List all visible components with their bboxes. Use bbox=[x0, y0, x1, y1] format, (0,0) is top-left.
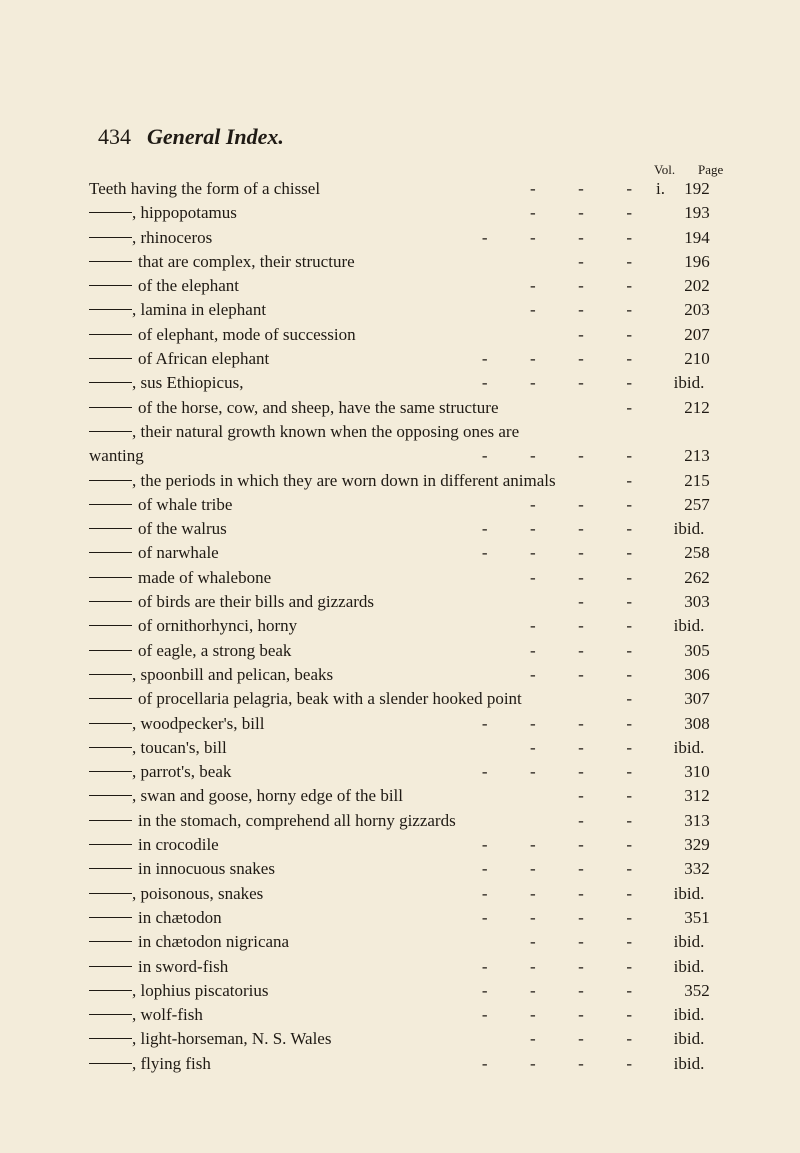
entry-label: of whale tribe bbox=[138, 494, 233, 514]
ditto-dash bbox=[89, 844, 132, 845]
leader-dashes: - - - - bbox=[481, 227, 632, 247]
entry-text bbox=[89, 761, 231, 783]
ditto-dash bbox=[89, 941, 132, 942]
entry-text bbox=[89, 615, 297, 637]
page-reference: 196 bbox=[684, 251, 710, 271]
ditto-dash bbox=[89, 723, 132, 724]
entry-label: made of whalebone bbox=[138, 567, 272, 587]
leader-dashes: - - - - bbox=[481, 883, 632, 903]
index-entry bbox=[0, 251, 800, 275]
entry-text bbox=[89, 299, 266, 321]
ditto-dash bbox=[89, 552, 132, 553]
entry-label: in sword-fish bbox=[138, 956, 229, 976]
leader-dashes: - - - bbox=[530, 932, 632, 952]
leader-dashes: - - bbox=[578, 251, 632, 271]
ditto-dash bbox=[89, 358, 132, 359]
index-entry bbox=[0, 227, 800, 251]
page-column-label: Page bbox=[698, 162, 724, 177]
page-reference: ibid. bbox=[673, 883, 705, 903]
page-reference: ibid. bbox=[673, 932, 705, 952]
ditto-dash bbox=[89, 795, 132, 796]
leader-dashes: - - - - bbox=[481, 835, 632, 855]
entry-text bbox=[89, 567, 271, 589]
leader-dashes: - - - - bbox=[481, 859, 632, 879]
entry-text bbox=[89, 372, 243, 394]
leader-dashes: - bbox=[626, 470, 632, 490]
entry-label: of ornithorhynci, horny bbox=[138, 616, 298, 636]
entry-label: , the periods in which they are worn down in different animals bbox=[132, 470, 556, 490]
vol-column-label: Vol. bbox=[654, 162, 676, 177]
page-reference: 306 bbox=[684, 664, 710, 684]
ditto-dash bbox=[89, 480, 132, 481]
entry-label: in chætodon nigricana bbox=[138, 932, 290, 952]
running-title: General Index. bbox=[147, 124, 284, 149]
entry-text bbox=[89, 178, 320, 200]
entry-label: of the walrus bbox=[138, 519, 227, 539]
page-reference: 303 bbox=[684, 592, 710, 612]
page-reference: 258 bbox=[684, 543, 710, 563]
page-reference: ibid. bbox=[673, 1005, 705, 1025]
index-entry bbox=[0, 713, 800, 737]
index-entry bbox=[0, 785, 800, 809]
index-entry bbox=[0, 299, 800, 323]
ditto-dash bbox=[89, 382, 132, 383]
index-entry bbox=[0, 202, 800, 226]
leader-dashes: - - - bbox=[530, 203, 632, 223]
ditto-dash bbox=[89, 431, 132, 432]
entry-text bbox=[89, 494, 232, 516]
entry-label: in innocuous snakes bbox=[138, 859, 275, 879]
index-entry bbox=[0, 956, 800, 980]
leader-dashes: - - - bbox=[530, 737, 632, 757]
entry-text bbox=[89, 542, 219, 564]
page-reference: 207 bbox=[684, 324, 710, 344]
index-entry bbox=[0, 445, 800, 469]
leader-dashes: - - - - bbox=[481, 1005, 632, 1025]
entry-label: , parrot's, beak bbox=[132, 762, 232, 782]
index-entry bbox=[0, 615, 800, 639]
index-entry bbox=[0, 178, 800, 202]
entry-text bbox=[89, 324, 356, 346]
index-entry bbox=[0, 397, 800, 421]
leader-dashes: - - - - bbox=[481, 907, 632, 927]
ditto-dash bbox=[89, 1063, 132, 1064]
index-entry bbox=[0, 372, 800, 396]
entry-label: of procellaria pelagria, beak with a slender hooked point bbox=[138, 689, 522, 709]
page-reference: 193 bbox=[684, 203, 710, 223]
entry-text bbox=[89, 664, 333, 686]
entry-label: of elephant, mode of succession bbox=[138, 324, 356, 344]
entry-label: , sus Ethiopicus, bbox=[132, 373, 244, 393]
leader-dashes: - - - bbox=[530, 300, 632, 320]
page-reference: 313 bbox=[684, 810, 710, 830]
index-entry bbox=[0, 688, 800, 712]
leader-dashes: - - - bbox=[530, 1029, 632, 1049]
leader-dashes: - - - - bbox=[481, 956, 632, 976]
ditto-dash bbox=[89, 261, 132, 262]
entry-label: , hippopotamus bbox=[132, 203, 237, 223]
leader-dashes: - - - bbox=[530, 276, 632, 296]
page-reference: ibid. bbox=[673, 373, 705, 393]
entry-label: of narwhale bbox=[138, 543, 219, 563]
leader-dashes: - - - - bbox=[481, 1053, 632, 1073]
page-reference: 202 bbox=[684, 276, 710, 296]
entry-label: , wolf-fish bbox=[132, 1005, 203, 1025]
ditto-dash bbox=[89, 868, 132, 869]
page-reference: 203 bbox=[684, 300, 710, 320]
entry-text bbox=[89, 640, 291, 662]
entry-label: wanting bbox=[89, 446, 144, 466]
leader-dashes: - - - bbox=[530, 179, 632, 198]
entry-text bbox=[89, 883, 263, 905]
page-reference: 257 bbox=[684, 494, 710, 514]
ditto-dash bbox=[89, 309, 132, 310]
index-entry bbox=[0, 494, 800, 518]
leader-dashes: - - - bbox=[530, 640, 632, 660]
leader-dashes: - - - - bbox=[481, 519, 632, 539]
ditto-dash bbox=[89, 625, 132, 626]
page-reference: ibid. bbox=[673, 616, 705, 636]
index-entry bbox=[0, 518, 800, 542]
entry-text bbox=[89, 591, 374, 613]
page-reference: ibid. bbox=[673, 1053, 705, 1073]
entry-text bbox=[89, 1004, 203, 1026]
leader-dashes: - - bbox=[578, 324, 632, 344]
index-entry bbox=[0, 640, 800, 664]
entry-text bbox=[89, 275, 239, 297]
leader-dashes: - - - - bbox=[481, 373, 632, 393]
entry-label: in chætodon bbox=[138, 907, 222, 927]
leader-dashes: - - - - bbox=[481, 713, 632, 733]
entry-label: , flying fish bbox=[132, 1053, 211, 1073]
entry-text bbox=[89, 956, 228, 978]
entry-label: in crocodile bbox=[138, 835, 219, 855]
ditto-dash bbox=[89, 917, 132, 918]
entry-label: Teeth having the form of a chissel bbox=[89, 179, 321, 198]
ditto-dash bbox=[89, 577, 132, 578]
leader-dashes: - - - bbox=[530, 664, 632, 684]
index-entry bbox=[0, 470, 800, 494]
entry-text bbox=[89, 737, 227, 759]
index-entry bbox=[0, 421, 800, 445]
leader-dashes: - - - - bbox=[481, 543, 632, 563]
entry-text bbox=[89, 445, 144, 467]
entry-text bbox=[89, 858, 275, 880]
ditto-dash bbox=[89, 407, 132, 408]
entry-text bbox=[89, 688, 522, 710]
entry-text bbox=[89, 1053, 211, 1075]
volume-number: i. bbox=[656, 179, 665, 198]
entry-label: , light-horseman, N. S. Wales bbox=[132, 1029, 332, 1049]
ditto-dash bbox=[89, 601, 132, 602]
entry-label: , rhinoceros bbox=[132, 227, 213, 247]
entry-text bbox=[89, 713, 264, 735]
entry-label: , toucan's, bill bbox=[132, 737, 227, 757]
leader-dashes: - - bbox=[578, 592, 632, 612]
entry-text bbox=[89, 348, 269, 370]
page-reference: 308 bbox=[684, 713, 710, 733]
index-entry bbox=[0, 1004, 800, 1028]
index-entry bbox=[0, 567, 800, 591]
index-entry bbox=[0, 810, 800, 834]
entry-label: of the horse, cow, and sheep, have the same structure bbox=[138, 397, 499, 417]
index-entry bbox=[0, 931, 800, 955]
entry-label: , their natural growth known when the opposing ones are bbox=[132, 421, 520, 441]
leader-dashes: - - bbox=[578, 786, 632, 806]
index-entry bbox=[0, 761, 800, 785]
ditto-dash bbox=[89, 237, 132, 238]
entry-label: of birds are their bills and gizzards bbox=[138, 592, 375, 612]
page-reference: 352 bbox=[684, 980, 710, 1000]
index-entry bbox=[0, 664, 800, 688]
ditto-dash bbox=[89, 528, 132, 529]
entry-label: , spoonbill and pelican, beaks bbox=[132, 664, 334, 684]
ditto-dash bbox=[89, 1038, 132, 1039]
ditto-dash bbox=[89, 698, 132, 699]
ditto-dash bbox=[89, 1014, 132, 1015]
index-entry bbox=[0, 737, 800, 761]
ditto-dash bbox=[89, 771, 132, 772]
ditto-dash bbox=[89, 990, 132, 991]
page-reference: ibid. bbox=[673, 737, 705, 757]
leader-dashes: - - - bbox=[530, 567, 632, 587]
index-entry bbox=[0, 348, 800, 372]
index-entry bbox=[0, 858, 800, 882]
page-reference: 305 bbox=[684, 640, 710, 660]
index-entry bbox=[0, 980, 800, 1004]
entry-label: that are complex, their structure bbox=[138, 251, 355, 271]
entry-label: of eagle, a strong beak bbox=[138, 640, 292, 660]
page-header bbox=[0, 124, 800, 164]
page-reference: 194 bbox=[684, 227, 710, 247]
entry-label: , swan and goose, horny edge of the bill bbox=[132, 786, 403, 806]
entry-text bbox=[89, 785, 403, 807]
leader-dashes: - - - - bbox=[481, 349, 632, 369]
index-entry bbox=[0, 834, 800, 858]
ditto-dash bbox=[89, 285, 132, 286]
page-reference: ibid. bbox=[673, 1029, 705, 1049]
entry-text bbox=[89, 810, 456, 832]
ditto-dash bbox=[89, 674, 132, 675]
ditto-dash bbox=[89, 820, 132, 821]
page-reference: 215 bbox=[684, 470, 710, 490]
leader-dashes: - - - - bbox=[481, 980, 632, 1000]
entry-text bbox=[89, 227, 212, 249]
ditto-dash bbox=[89, 504, 132, 505]
page-reference: 351 bbox=[684, 907, 710, 927]
entry-text bbox=[89, 251, 355, 273]
index-entry bbox=[0, 883, 800, 907]
page-reference: 210 bbox=[684, 349, 710, 369]
entry-label: , lophius piscatorius bbox=[132, 980, 269, 1000]
leader-dashes: - - - bbox=[530, 616, 632, 636]
entry-text bbox=[89, 518, 227, 540]
entry-text bbox=[89, 470, 556, 492]
entry-label: of the elephant bbox=[138, 276, 240, 296]
entry-text bbox=[89, 907, 222, 929]
entry-text bbox=[89, 931, 289, 953]
page-reference: 212 bbox=[684, 397, 710, 417]
leader-dashes: - - bbox=[578, 810, 632, 830]
index-entry bbox=[0, 275, 800, 299]
page-number: 434 bbox=[98, 124, 131, 149]
page-reference: 312 bbox=[684, 786, 710, 806]
entry-label: , poisonous, snakes bbox=[132, 883, 264, 903]
index-entry bbox=[0, 542, 800, 566]
leader-dashes: - - - - bbox=[481, 446, 632, 466]
page-reference: 307 bbox=[684, 689, 710, 709]
index-entry bbox=[0, 324, 800, 348]
entry-label: of African elephant bbox=[138, 349, 270, 369]
entry-label: in the stomach, comprehend all horny gizzards bbox=[138, 810, 456, 830]
entry-text bbox=[89, 980, 268, 1002]
ditto-dash bbox=[89, 893, 132, 894]
page-reference: 310 bbox=[684, 762, 710, 782]
ditto-dash bbox=[89, 650, 132, 651]
index-entry bbox=[0, 1028, 800, 1052]
entry-text bbox=[89, 421, 519, 443]
ditto-dash bbox=[89, 966, 132, 967]
page-reference: 262 bbox=[684, 567, 710, 587]
page-reference: 332 bbox=[684, 859, 710, 879]
leader-dashes: - bbox=[626, 689, 632, 709]
entry-text bbox=[89, 1028, 331, 1050]
ditto-dash bbox=[89, 747, 132, 748]
entry-label: , woodpecker's, bill bbox=[132, 713, 265, 733]
index-entry bbox=[0, 907, 800, 931]
ditto-dash bbox=[89, 212, 132, 213]
entry-text bbox=[89, 202, 237, 224]
page-reference: ibid. bbox=[673, 519, 705, 539]
page-reference: 213 bbox=[684, 446, 710, 466]
page-reference: 329 bbox=[684, 835, 710, 855]
index-entry bbox=[0, 591, 800, 615]
index-entry bbox=[0, 1053, 800, 1077]
leader-dashes: - - - bbox=[530, 494, 632, 514]
index-entries bbox=[0, 178, 800, 1077]
entry-text bbox=[89, 397, 499, 419]
leader-dashes: - bbox=[626, 397, 632, 417]
leader-dashes: - - - - bbox=[481, 762, 632, 782]
entry-text bbox=[89, 834, 219, 856]
page-reference: ibid. bbox=[673, 956, 705, 976]
page-reference: 192 bbox=[684, 179, 710, 198]
ditto-dash bbox=[89, 334, 132, 335]
entry-label: , lamina in elephant bbox=[132, 300, 267, 320]
